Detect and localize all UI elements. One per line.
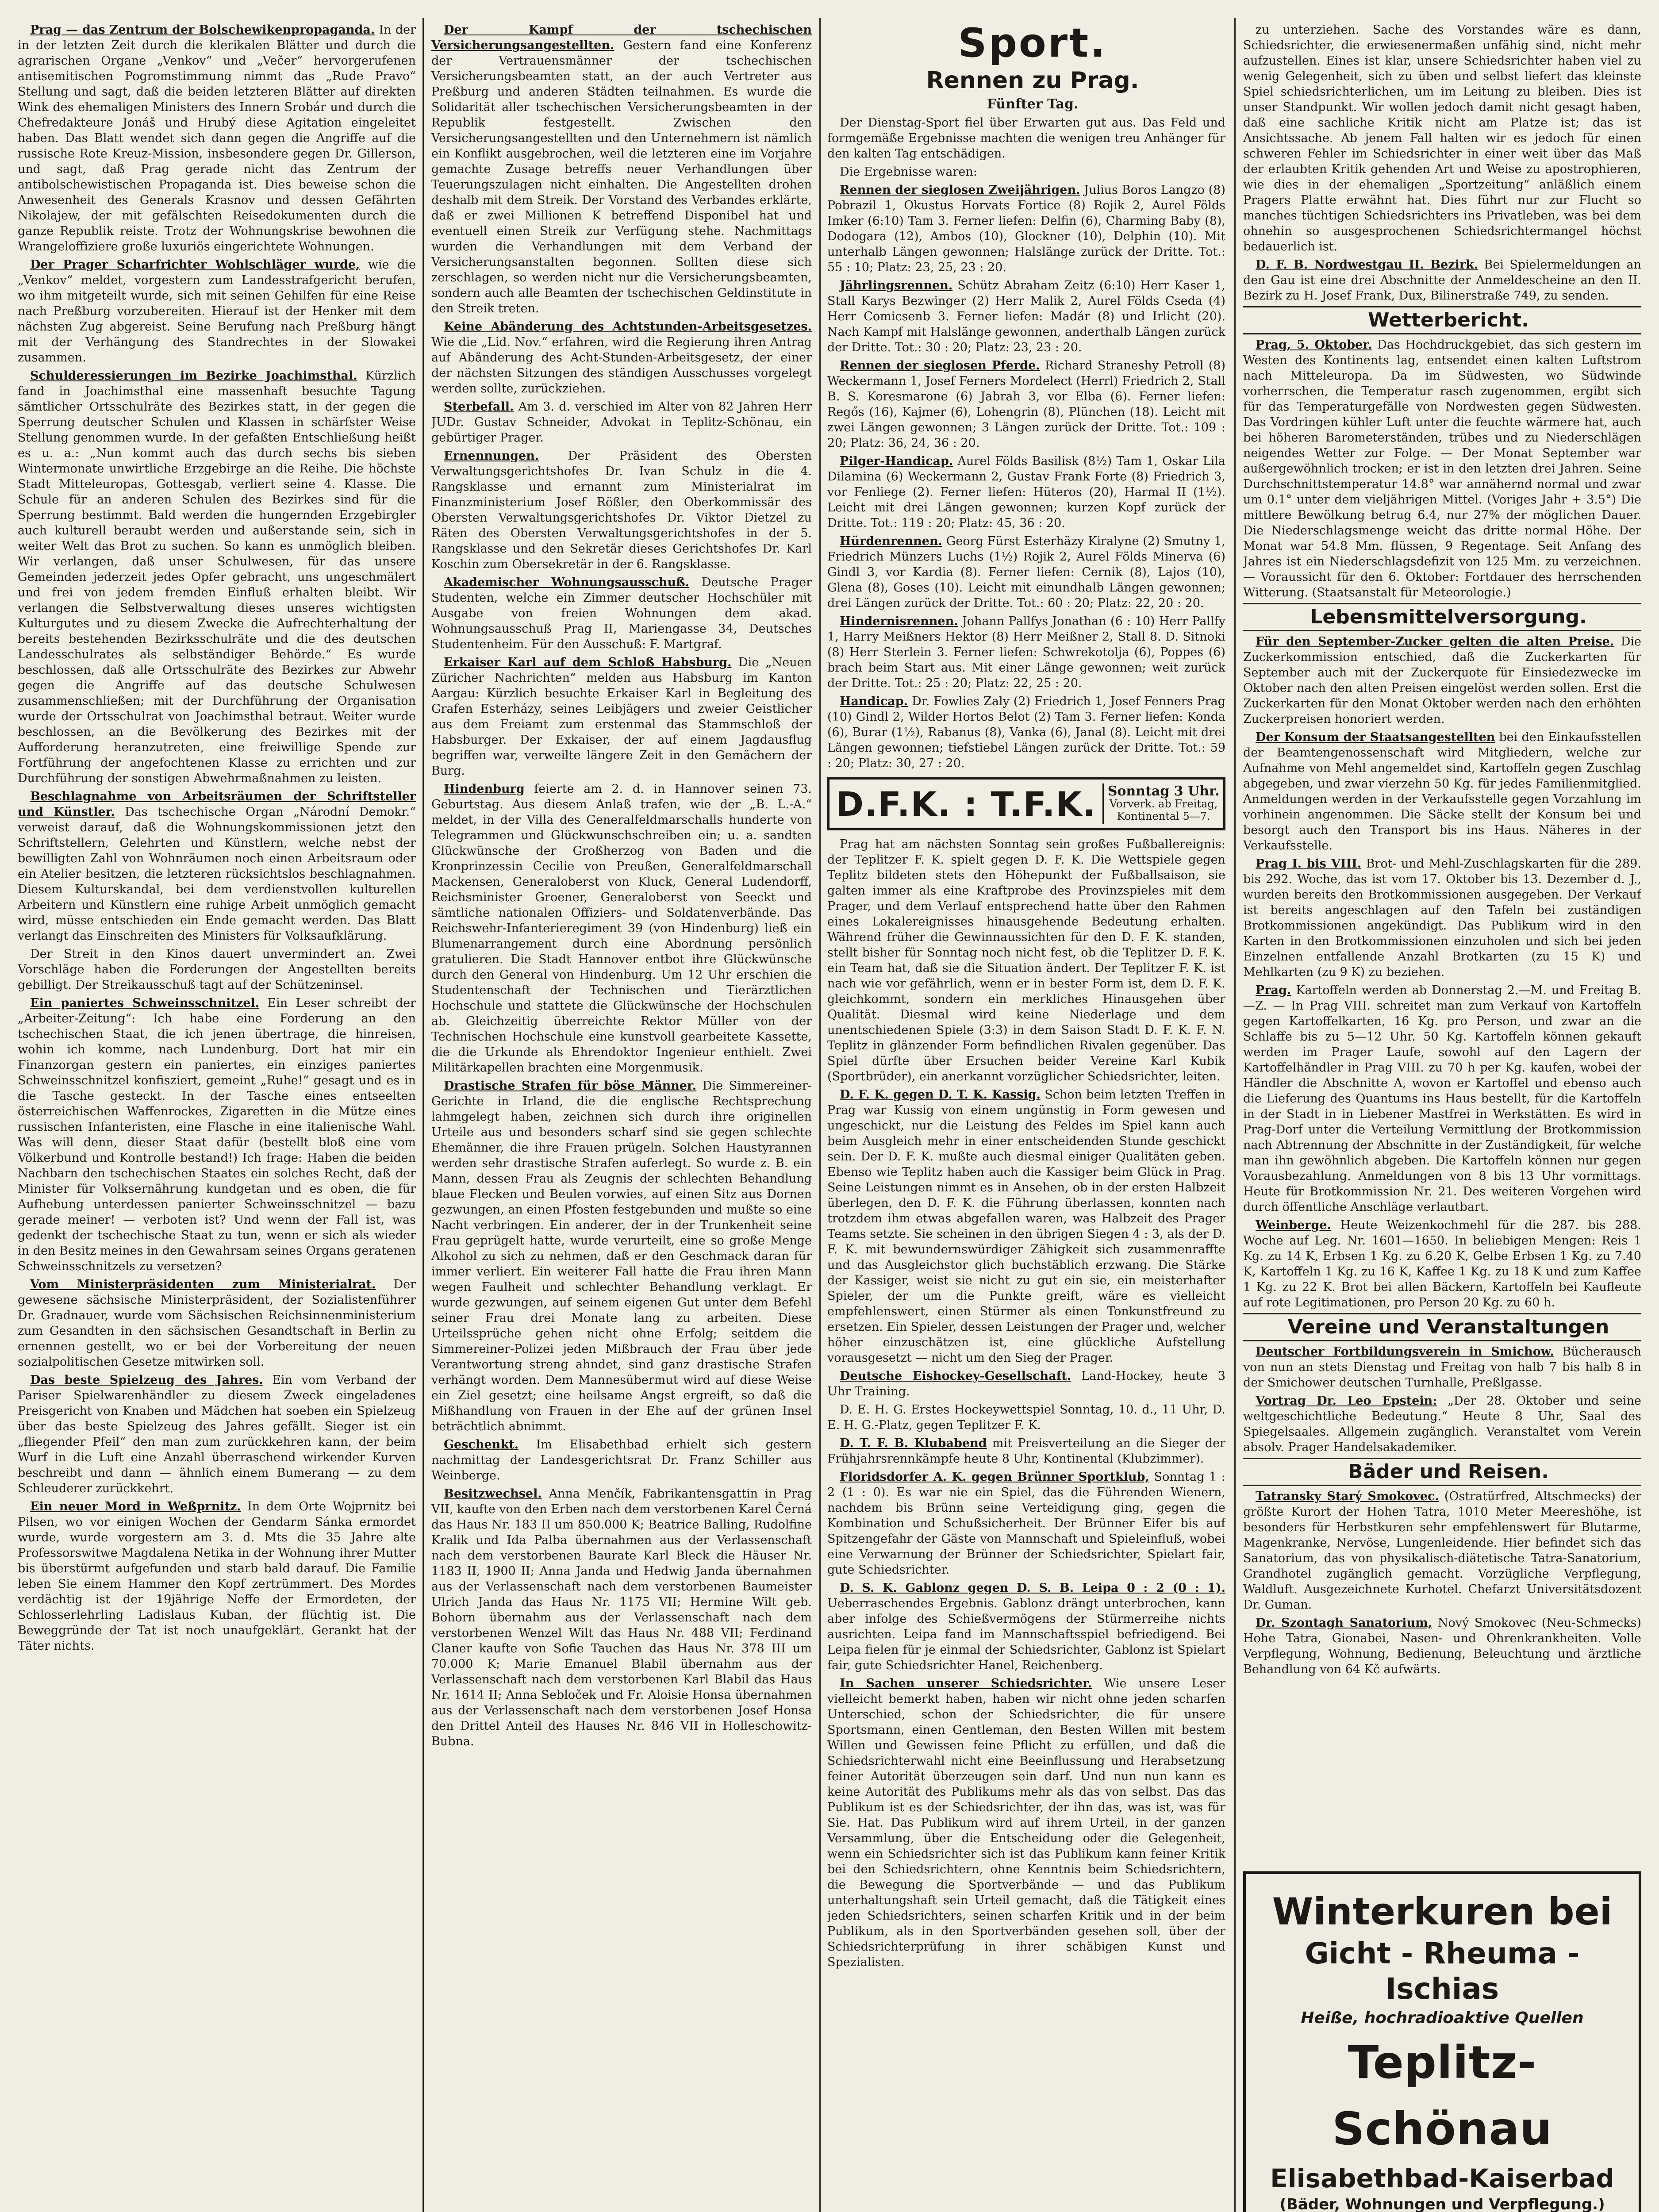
match-details bbox=[1102, 783, 1223, 824]
article-text: Nový Smokovec (Neu-Schmecks) Hohe Tatra, Gionabei, Nasen- und Ohrenkrankheiten. Volle Verpflegung, Wohnung, Bedienung, Beleuchtung und ärztliche Behandlung von 64 Kč aufwärts. bbox=[1243, 1616, 1641, 1676]
article-paragraph bbox=[827, 1402, 1225, 1433]
day-heading: Fünfter Tag. bbox=[987, 96, 1079, 112]
article-headline: Ein paniertes Schweinsschnitzel. bbox=[30, 996, 260, 1010]
article-text: Bei Spielermeldungen an den Gau ist eine drei Abschnitte der Anmeldescheine an den II. Bezirk zu H. Josef Frank, Dux, Bilinerstraße 749, zu senden. bbox=[1243, 258, 1641, 303]
article-paragraph bbox=[431, 1437, 812, 1483]
article-paragraph bbox=[827, 1580, 1225, 1673]
article-paragraph bbox=[18, 1372, 416, 1496]
article-headline: Prag, 5. Oktober. bbox=[1256, 338, 1372, 352]
article-paragraph bbox=[1243, 634, 1641, 727]
clubs-heading: Vereine und Veranstaltungen bbox=[1243, 1313, 1641, 1341]
article-headline: Prag I. bis VIII. bbox=[1256, 857, 1362, 871]
article-paragraph bbox=[431, 575, 812, 652]
article-text: Die Simmereiner-Gerichte in Irland, die die englische Rechtsprechung lahmgelegt haben, zeichnen sich durch ihre originellen Urteile aus und besonders scharf sind sie gegen schlechte Ehemänner, die ihre Frauen prügeln. Solchen Haustyrannen werden sehr drastische Strafen auferlegt. So wurde z. B. ein Mann, dessen Frau als Zeugnis der schlechten Behandlung blaue Flecken und Beulen vorwies, auf einen Sitz aus Dornen gezwungen, an einen Pfosten festgebunden und mußte so eine Nacht verbringen. Ein anderer, der in der Trunkenheit seine Frau geprügelt hatte, wurde verurteilt, eine so große Menge Alkohol zu sich zu nehmen, daß er den Geschmack daran für immer verliert. Ein weiterer Fall hatte die Frau ihren Mann wegen Faulheit und schlechter Behandlung verklagt. Er wurde gezwungen, auf seinem eigenen Gut unter dem Befehl seiner Frau drei Monate lang zu arbeiten. Diese Urteilssprüche gehen nicht ohne Erfolg; seitdem die Simmereiner-Polizei jeden Mißbrauch der Frau über jede Verantwortung streng ahndet, sind ganz drastische Strafen verhängt worden. Dem Mannesübermut wird auf diese Weise ein Ziel gesetzt; eine heilsame Angst ergreift, so daß die Mißhandlung von Frauen in der Ehe auf der grünen Insel beträchtlich abnimmt. bbox=[431, 1079, 812, 1433]
article-headline: Vortrag Dr. Leo Epstein: bbox=[1256, 1394, 1437, 1408]
article-text: Johann Pallfys Jonathan (6 : 10) Herr Pallfy 1, Harry Meißners Hektor (8) Herr Meißner 2, Stall 8. D. Sitnoki (8) Herr Sterlein 3. Ferner liefen: Schwrekotolja (6), Poppes (6) brach beim Start aus. Mit einer Länge gewonnen; weit zurück der Dritte. Tot.: 25 : 20; Platz: 22, 25 : 20. bbox=[827, 614, 1225, 690]
article-headline: D. F. K. gegen D. T. K. Kassig. bbox=[840, 1088, 1041, 1102]
article-text: Anna Menčík, Fabrikantensgattin in Prag VII, kaufte von den Erben nach dem verstorbenen Karel Černá das Haus Nr. 183 II um 850.000 K; Beatrice Balling, Rudolfine Kralik und Ida Palba übernahmen aus der Verlassenschaft nach dem verstorbenen Baurate Karl Bleck die Häuser Nr. 1183 II, 1900 II; Anna Janda und Hedwig Janda übernahmen aus der Verlassenschaft nach dem verstorbenen Baumeister Ulrich Janda das Haus Nr. 1175 VII; Hermine Wilt geb. Bohorn übernahm aus der Verlassenschaft nach dem verstorbenen Wenzel Wilt das Haus Nr. 488 VII; Ferdinand Claner kaufte von Sofie Tauchen das Haus Nr. 378 III um 70.000 K; Marie Emanuel Blabil übernahm aus der Verlassenschaft nach dem verstorbenen Karl Blabil das Haus Nr. 1614 II; Anna Sebloček und Fr. Aloisie Honsa übernahmen aus der Verlassenschaft nach dem verstorbenen Josef Honsa den Drittel Anteil des Hauses Nr. 846 VII in Holleschowitz-Bubna. bbox=[431, 1487, 812, 1748]
article-text: Der gewesene sächsische Ministerpräsident, der Sozialistenführer Dr. Gradnauer, wurde vom Sächsischen Reichsinnenministerium zum Gesandten in den sächsischen Gesandtschaft in Berlin zu ernennen gestellt, wo er bei der Vorbereitung der neuen sozialpolitischen Gesetze mitwirken soll. bbox=[18, 1278, 416, 1369]
ad-ailments: Gicht - Rheuma - Ischias bbox=[1305, 1936, 1580, 2006]
article-text: (Ostratürfred, Altschmecks) der größte Kurort der Hohen Tatra, 1010 Meter Meereshöhe, ist besonders für Herbstkuren sehr empfehlenswert für Blutarme, Magenkranke, Nervöse, Lungenleidende. Hier befindet sich das Sanatorium, das von physikalisch-diätetische Tatra-Sanatorium, Grandhotel zugänglich gemacht. Vorzügliche Verpflegung, Waldluft. Ausgezeichnete Kurhotel. Chefarzt Universitätsdozent Dr. Guman. bbox=[1243, 1490, 1641, 1612]
article-headline: Floridsdorfer A. K. gegen Brünner Sportklub, bbox=[840, 1470, 1149, 1484]
article-paragraph bbox=[431, 781, 812, 1075]
sport-continued bbox=[1243, 22, 1641, 303]
article-headline: Handicap. bbox=[840, 695, 908, 708]
article-headline: Erkaiser Karl auf dem Schloß Habsburg. bbox=[444, 656, 732, 669]
article-headline: Rennen der sieglosen Zweijährigen. bbox=[840, 183, 1080, 197]
article-headline: Dr. Szontagh Sanatorium, bbox=[1256, 1616, 1432, 1630]
column-rule bbox=[819, 18, 821, 2212]
article-paragraph bbox=[1243, 1217, 1641, 1310]
match-presale: Vorverk. ab Freitag, bbox=[1109, 798, 1218, 810]
article-text: bei den Einkaufsstellen der Beamtengenossenschaft wird Mitgliedern, welche zur Aufnahme von Mehl angemeldet sind, Kartoffeln gegen Zuschlag abgegeben, und zwar vierzehn 50 Kg. für jedes Familienmitglied. Anmeldungen werden in der Verkaufsstelle gegen Vorzahlung im vorhinein angenommen. Die Säcke stellt der Konsum bei und besorgt auch den Transport bis ins Haus. Näheres in der Verkaufsstelle. bbox=[1243, 730, 1641, 853]
article-paragraph bbox=[18, 995, 416, 1274]
article-headline: Deutscher Fortbildungsverein in Smichow. bbox=[1256, 1345, 1554, 1359]
article-paragraph bbox=[1243, 1344, 1641, 1390]
article-text: Richard Straneshy Petroll (8) Weckermann 1, Josef Ferners Mordelect (Herrl) Friedrich 2, Stall B. S. Koresmarone (6) Jabrah 3, vor Elba (6). Ferner liefen: Regős (16), Kajmer (6), Lohengrin (8), Plünchen (18). Leicht mit zwei Längen gewonnen; 3 Längen zurück der Dritte. Tot.: 109 : 20; Platz: 36, 24, 36 : 20. bbox=[827, 359, 1225, 450]
article-text: Ein vom Verband der Pariser Spielwarenhändler zu diesem Zweck eingeladenes Preisgericht von Knaben und Mädchen hat soeben ein Spielzeug über das beste Spielzeug des Jahres gefällt. Sieger ist ein „fliegender Pfeil“ den man zum zurückkehren kann, der beim Wurf in die Luft eine Anzahl überraschend wirkender Kurven beschreibt und dann — ähnlich einem Bumerang — zu dem Schleuderer zurückkehrt. bbox=[18, 1373, 416, 1495]
column-rule bbox=[422, 18, 424, 2212]
article-paragraph bbox=[827, 115, 1225, 161]
article-paragraph bbox=[431, 655, 812, 779]
article-text: In dem Orte Wojprnitz bei Pilsen, wo vor einigen Wochen der Gendarm Sánka ermordet wurde, wurde vorgestern am 3. d. Mts die 35 Jahre alte Professorswitwe Magdalena Netika in der Wohnung ihrer Mutter bis überstürmt aufgefunden und starb bald darauf. Die Familie leben Sie einem Hammer den Kopf zertrümmert. Des Mordes verdächtig ist der 19jährige Neffe der Ermordeten, der Schlosserlehrling Ladislaus Kuban, der flüchtig ist. Die Beweggründe der Tat ist noch unaufgeklärt. Gerankt hat der Täter nichts. bbox=[18, 1500, 416, 1653]
article-headline: Deutsche Eishockey-Gesellschaft. bbox=[840, 1369, 1071, 1383]
article-headline: Geschenkt. bbox=[444, 1438, 518, 1452]
baths-heading: Bäder und Reisen. bbox=[1243, 1458, 1641, 1486]
article-paragraph bbox=[431, 1486, 812, 1749]
article-text: Heute Weizenkochmehl für die 287. bis 288. Woche auf Leg. Nr. 1601—1650. In beliebigen Mengen: Reis 1 Kg. zu 14 K, Erbsen 1 Kg. zu 6.20 K, Gelbe Erbsen 1 Kg. zu 7.40 K, Kartoffeln 1 Kg. zu 16 K, Kaffee 1 Kg. zu 18 K und zum Kaffee 1 Kg. zu 22 K. Brot bei allen Bäckern, Kartoffeln bei Kaufleute auf rote Legitimationen, pro Person 20 Kg. zu 60 h. bbox=[1243, 1218, 1641, 1310]
article-text: Prag hat am nächsten Sonntag sein großes Fußballereignis: der Teplitzer F. K. spielt gegen D. F. K. Die Wettspiele gegen Teplitz bildeten stets den Höhepunkt der Fußballsaison, sie galten immer als eine Kraftprobe des Provinzspieles mit dem Prager, und dem Verlauf entsprechend hatte über den Rahmen eines Lokalereignisses hinausgehende Bedeutung erhalten. Während früher die Gewinnaussichten für den D. F. K. standen, stellt bisher für Sonntag noch nicht fest, ob die Teplitzer D. F. K. ein Team hat, daß sie die Situation ändert. Der Teplitzer F. K. ist nach wie vor gefährlich, wenn er in bester Form ist, dem D. F. K. gleichkommt, sondern ein merkliches Hinausgehen über Qualität. Diesmal wird keine Niederlage und dem unentschiedenen Spiele (3:3) in dem Saison Stadt D. F. K. F. N. Teplitz in glänzender Form befindlichen Rivalen gegenüber. Das Spiel dürfte über Ersuchen beider Vereine Karl Kubik (Sportbrüder), ein anerkannt vorzüglicher Schiedsrichter, leiten. bbox=[827, 837, 1225, 1083]
article-paragraph bbox=[431, 319, 812, 396]
article-text: Deutsche Prager Studenten, welche ein Zimmer deutscher Hochschüler mit Ausgabe von freien Wohnungen dem akad. Wohnungsausschuß Prag II, Mariengasse 34, Deutsches Studentenheim. Für den Ausschuß: F. Martgraf. bbox=[431, 576, 812, 651]
article-paragraph bbox=[827, 1436, 1225, 1467]
article-text: Julius Boros Langzo (8) Pobrazil 1, Okustus Horvats Fortice (8) Rojik 2, Aurel Földs Imker (6:10) Tam 3. Ferner liefen: Delfin (6), Charming Baby (8), Dodogara (12), Ambos (10), Glockner (10), Delphin (10). Mit unterhalb Längen gewonnen; Halslänge zurück der Dritte. Tot.: 55 : 10; Platz: 23, 25, 23 : 20. bbox=[827, 183, 1225, 274]
article-text: Ein Leser schreibt der „Arbeiter-Zeitung“: Ich habe eine Forderung an den tschechischen Staat, die ich jenen übertrage, die hinreisen, wohin ich komme, nach Lundenburg. Dort hat mir ein Finanzorgan gestern ein paniertes, ein einziges paniertes Schweinsschnitzel konfisziert, gemeint „Ruhe!“ gesagt und es in die Tasche gesteckt. In der Tasche eines entseelten österreichischen Waffenrockes, Zigaretten in die Mütze eines russischen Infanteristen, eine Flasche in eine italienische Wahl. Was will denn, dieser Staat dafür (bestellt bloß eine vom Völkerbund und Kontrolle bestand!) Ich frage: Haben die beiden Nachbarn den tschechischen Staates ein solches Recht, daß der Minister für Volksernährung kundgetan und es oben, die für Aufhebung unterdessen panierter Schweinsschnitzel — bazu gerade meiner! — verboten ist? Und wenn der Fall ist, was gedenkt der tschechische Staat zu tun, wenn er sich als wieder in den Besitz meines in den Gewahrsam seines Organs geratenen Schweinsschnitzels zu versetzen? bbox=[18, 996, 416, 1273]
article-headline: Schulderessierungen im Bezirke Joachimsthal. bbox=[30, 369, 357, 383]
article-text: Schon beim letzten Treffen in Prag war Kussig von einem ungünstig in Form gewesen und ungeschickt, nur die Leistung des Feldes im Spiel kann auch beim Ausgleich mehr in einer entscheidenden Stunde geschickt sein. Der D. F. K. mußte auch diesmal einiger Qualitäten geben. Ebenso wie Teplitz haben auch die Kassiger beim Glück in Prag. Seine Leistungen nimmt es in Ansehen, ob in der ersten Halbzeit überlegen, den D. F. K. die Führung überlassen, konnten nach trotzdem ihm etwas abgefallen waren, was Halbzeit des Prager Teams setzte. Sie scheinen in den übrigen Siegen 4 : 3, als der D. F. K. mit bewundernswürdiger Zähigkeit sich zusammenraffte und das Ausgleichstor glich buchstäblich erzwang. Die Stärke der Kassiger, weist sie nicht zu gut ein sie, ein meisterhafter Spieler, der um die Punkte greift, wäre es vielleicht empfehlenswert, einen Stürmer als einen Tonkunstfreund zu ersetzen. Ein Spieler, dessen Leistungen der Prager und, welcher höher einzuschätzen ist, eine glückliche Aufstellung vorausgesetzt — nicht um den Sieg der Prager. bbox=[827, 1088, 1225, 1365]
article-paragraph bbox=[1243, 337, 1641, 600]
column-rule bbox=[1234, 18, 1236, 2212]
article-paragraph bbox=[827, 164, 1225, 180]
article-headline: Prag — das Zentrum der Bolschewikenpropaganda. bbox=[30, 23, 375, 37]
article-text: Ueberraschendes Ergebnis. Gablonz drängt unterbrochen, kann aber infolge des Schießvermögens der Stürmerreihe nichts ausrichten. Leipa fand im Mannschaftsspiel befriedigend. Bei Leipa fielen für je einmal der Schiedsrichter, Gablonz ist Spielart fair, gute Schiedsrichter Hanel, Reichenberg. bbox=[827, 1597, 1225, 1672]
article-paragraph bbox=[18, 22, 416, 254]
weather-report bbox=[1243, 337, 1641, 600]
article-paragraph bbox=[18, 368, 416, 786]
article-paragraph bbox=[18, 1277, 416, 1370]
article-text: Die Zuckerkommission entschied, daß die Zuckerkarten für September auch mit der Zuckerquote für Einsiedezwecke im Oktober nach den alten Preisen eingelöst werden sollen. Erst die Zuckerkarten für den Monat Oktober werden nach den erhöhten Zuckerpreisen honoriert werden. bbox=[1243, 635, 1641, 726]
article-paragraph bbox=[827, 1087, 1225, 1366]
article-paragraph bbox=[18, 1499, 416, 1654]
article-text: In der in der letzten Zeit durch die klerikalen Blätter und durch die agrarischen Organe „Venkov“ und „Večer“ hervorgerufenen antisemitischen Pogromstimmung nimmt das „Rude Pravo“ Stellung und sagt, daß die beiden letzteren Blätter auf direkten Wink des ehemaligen Ministers des Innern Srobár und durch die Chefredakteure Jonáš und Hrubý diese Agitation eingeleitet haben. Das Blatt wendet sich dann gegen die Angriffe auf die russische Rote Kreuz-Mission, insbesondere gegen Dr. Gillerson, und sagt, daß Prag gerade nicht das Zentrum der antibolschewistischen Propaganda ist. Dies beweise schon die Anwesenheit des Generals Krasnov und dessen Gefährten Nikolajew, der mit gefälschten Reisedokumenten durch die ganze Republik reiste. Trotz der Wohnungskrise bewohnen die Wrangeloffiziere große luxuriös eingerichtete Wohnungen. bbox=[18, 23, 416, 253]
ad-baths: Elisabethbad-Kaiserbad bbox=[1270, 2163, 1614, 2193]
article-paragraph bbox=[18, 946, 416, 993]
article-text: Das tschechische Organ „Národní Demokr.“ verweist darauf, daß die Wohnungskommissionen jetzt den Schriftstellern, Gelehrten und Künstlern, welche nebst der bewilligten Zahl von Wohnräumen noch einen Arbeitsraum oder ein Atelier besitzen, die letzteren rücksichtslos beschlagnahmen. Diesem Kulturskandal, bei dem verdienstvollen kulturellen Arbeitern und Künstlern eine ruhige Arbeit unmöglich gemacht wird, müsse entschieden ein Ende gemacht werden. Das Blatt verlangt das Einschreiten des Ministers für Volksaufklärung. bbox=[18, 805, 416, 943]
ad-town: Teplitz-Schönau bbox=[1332, 2036, 1552, 2155]
article-paragraph bbox=[827, 1469, 1225, 1578]
article-text: Bücherausch von nun an stets Dienstag und Freitag von halb 7 bis halb 8 in der Smichower deutschen Turnhalle, Preßlgasse. bbox=[1243, 1345, 1641, 1390]
article-paragraph bbox=[827, 837, 1225, 1084]
article-headline: D. F. B. Nordwestgau II. Bezirk. bbox=[1256, 258, 1479, 272]
article-text: feierte am 2. d. in Hannover seinen 73. Geburtstag. Aus diesem Anlaß trafen, wie der „B. L.-A.“ meldet, in der Villa des Generalfeldmarschalls hunderte von Telegrammen und Glückwunschschreiben ein; u. a. sandten Glückwünsche der Großherzog von Baden und die Kronprinzessin Cecilie von Preußen, Generalfeldmarschall Mackensen, Generaloberst von Kluck, General Ludendorff, Reichsminister Groener, Generaloberst von Seeckt und sämtliche nationalen Offiziers- und Soldatenverbände. Das Reichswehr-Infanterieregiment 39 (von Hindenburg) ließ ein Blumenarrangement durch eine Abordnung persönlich gratulieren. Die Stadt Hannover entbot ihre Glückwünsche durch den General von Hindenburg. Um 12 Uhr erschien die Studentenschaft der Technischen und Tierärztlichen Hochschule und stattete die Glückwünsche der Hochschulen ab. Gleichzeitig überreichte Rektor Müller von der Technischen Hochschule eine kunstvoll gearbeitete Kassette, die die Urkunde als Ehrendoktor Ingenieur enthielt. Zwei Militärkapellen brachten eine Morgenmusik. bbox=[431, 782, 812, 1075]
article-text: Der Streit in den Kinos dauert unvermindert an. Zwei Vorschläge haben die Forderungen der Angestellten bereits gebilligt. Der Streikausschuß tagt auf der Schützeninsel. bbox=[18, 947, 416, 992]
article-text: Gestern fand eine Konferenz der Vertrauensmänner der tschechischen Versicherungsbeamten statt, an der auch Vertreter aus Preßburg und anderen Städten teilnahmen. Es wurde die Solidarität aller tschechischen Versicherungsbeamten in der Republik festgestellt. Zwischen den Versicherungsangestellten und den Unternehmern ist nämlich ein Konflikt ausgebrochen, weil die letzteren eine im Vorjahre gemachte Zusage betreffs neuer Verhandlungen über Teuerungszulagen nicht einhalten. Die Angestellten drohen deshalb mit dem Streik. Der Vorstand des Verbandes erklärte, daß er zwei Millionen K betreffend Disponibel hat und eventuell einen Streik zur Verfügung stehe. Nachmittags wurden die Verhandlungen mit dem Verband der Versicherungsanstalten begonnen. Sollten diese sich zerschlagen, so werden nicht nur die Versicherungsbeamten, sondern auch alle Beamten der tschechischen Geldinstitute in den Streik treten. bbox=[431, 38, 812, 315]
article-headline: D. T. F. B. Klubabend bbox=[840, 1436, 987, 1450]
food-supply-section bbox=[1243, 634, 1641, 1310]
article-paragraph bbox=[1243, 856, 1641, 980]
ad-springs: Heiße, hochradioaktive Quellen bbox=[1301, 2009, 1584, 2027]
article-text: Am 3. d. verschied im Alter von 82 Jahren Herr JUDr. Gustav Schneider, Advokat in Teplitz-Schönau, ein gebürtiger Prager. bbox=[431, 400, 812, 445]
article-text: Wie unsere Leser vielleicht bemerkt haben, haben wir nicht ohne jeden scharfen Unterschied, schon der Schiedsrichter, die für unsere Sportsmann, einen Gentleman, den Besten Willen mit bestem Willen und Gewissen feine Pflicht zu erfüllen, und daß die Schiedsrichterwahl nicht eine Beeinflussung und Herabsetzung feiner Autorität überzeugen sein darf. Und nun nun kann es keine Autorität des Publikums mehr als das von selbst. Das das Publikum ist es der Schiedsrichter, der ihn das, was ist, was für Sie. Hat. Das Publikum wird auf ihrem Urteil, in der ganzen Versammlung, über die Entscheidung oder die Gelegenheit, wenn ein Schiedsrichter sich ist das Publikum kann feiner Kritik bei den Schiedsrichtern, ohne Kenntnis beim Schiedsrichtern, die Bewegung die Sportverbände — und das Publikum unterhaltungshaft sein Urteil gemacht, daß die Tätigkeit eines jeden Schiedsrichters, seinen scharfen Kritik und in der beim Publikum, als in den Sportverbänden gesehen soll, über der Schiedsrichterprüfung in ihrer schäbigen Kunst und Spezialisten. bbox=[827, 1677, 1225, 1969]
article-paragraph bbox=[431, 399, 812, 445]
article-paragraph bbox=[827, 182, 1225, 275]
match-place: Kontinental 5—7. bbox=[1117, 810, 1210, 822]
article-text: D. E. H. G. Erstes Hockeywettspiel Sonntag, 10. d., 11 Uhr, D. E. H. G.-Platz, gegen Teplitzer F. K. bbox=[827, 1403, 1225, 1432]
article-text: Das Hochdruckgebiet, das sich gestern im Westen des Kontinents lag, entsendet einen kalten Luftstrom nach Mitteleuropa. Da im Südwesten, wo Südwinde vorherrschen, die Temperatur rasch zugenommen, ergibt sich für das Temperaturgefälle von Nordwesten gegen Südwesten. Das Vordringen kühler Luft unter die feuchte wärmere hat, auch bei höheren Barometerständen, trübes und zu Niederschlägen neigendes Wetter zur Folge. — Der Monat September war außergewöhnlich trocken; er ist in den letzten drei Jahren. Seine Durchschnittstemperatur 14.8° war annähernd normal und zwar um 0.1° unter dem vieljährigen Mittel. (Voriges Jahr + 3.5°) Die mittlere Bewölkung betrug 6.4, nur 27% der möglichen Dauer. Die Niederschlagsmenge weicht das dritte normal Höhe. Der Monat war 54.8 Mm. flüssen, 9 Regentage. Seit Anfang des Jahres ist ein Niederschlagsdefizit von 125 Mm. zu verzeichnen. — Voraussicht für den 6. Oktober: Fortdauer des herrschenden Witterung. (Staatsanstalt für Meteorologie.) bbox=[1243, 338, 1641, 599]
article-headline: Besitzwechsel. bbox=[444, 1487, 542, 1501]
article-paragraph bbox=[827, 1368, 1225, 1399]
races-heading: Rennen zu Prag. bbox=[926, 67, 1139, 94]
article-headline: Prag. bbox=[1256, 983, 1291, 997]
article-headline: Hindernisrennen. bbox=[840, 614, 958, 628]
article-headline: Pilger-Handicap. bbox=[840, 454, 953, 468]
article-text: Kürzlich fand in Joachimsthal eine massenhaft besuchte Tagung sämtlicher Ortsschulräte des Bezirkes statt, in der gegen die Sperrung deutscher Schulen und Klassen in schärfster Weise Stellung genommen wurde. In der gefaßten Entschließung heißt es u. a.: „Nun kommt auch das durch sechs bis sieben Wintermonate unwirtliche Erzgebirge an die Reihe. Die höchste Stadt Mitteleuropas, Gottesgab, verliert seine 4. Klasse. Die Schule für an anderen Schulen des Bezirkes sind für die Sperrung bestimmt. Bald werden die hungernden Erzgebirgler auch kulturell beraubt werden und außerstande sein, sich in weiter Welt das Brot zu suchen. So kann es unmöglich bleiben. Wir verlangen, daß unser Schulwesen, für das unsere Gemeinden jederzeit jedes Opfer gebracht, uns ungeschmälert und frei von jedem fremden Einfluß erhalten bleibt. Wir verlangen die Selbstverwaltung dieses unseres wichtigsten Kulturgutes und zu diesem Zwecke die Aufrechterhaltung der bereits bestehenden Bezirksschulräte und die des deutschen Landesschulrates als selbständiger Behörde.“ Es wurde beschlossen, daß alle Ortsschulräte des Bezirkes zur Abwehr gegen die Angriffe auf das deutsche Schulwesen zusammenschließen; mit der Durchführung der Organisation wurde der Ortsschulrat von Joachimsthal betraut. Weiter wurde beschlossen, an die Bevölkerung des Bezirkes mit der Aufforderung heranzutreten, eine freiwillige Spende zur Fortführung der angefochtenen Klasse zu errichten und zur Durchführung der sonstigen Abwehrmaßnahmen zu leisten. bbox=[18, 369, 416, 785]
article-paragraph bbox=[827, 614, 1225, 691]
food-supply-heading: Lebensmittelversorgung. bbox=[1243, 603, 1641, 631]
article-text: Im Elisabethbad erhielt sich gestern nachmittag der Landesgerichtsrat Dr. Franz Schiller aus Weinberge. bbox=[431, 1438, 812, 1482]
article-headline: Vom Ministerpräsidenten zum Ministerialrat. bbox=[30, 1278, 376, 1291]
article-headline: Hürdenrennen. bbox=[840, 534, 942, 548]
article-headline: Tatransky Starý Smokovec. bbox=[1256, 1490, 1439, 1503]
article-text: Schütz Abraham Zeitz (6:10) Herr Kaser 1, Stall Karys Bezwinger (2) Herr Malik 2, Aurel Földs Cseda (4) Herr Comicsenb 3. Ferner liefen: Madár (8) und Irlicht (20). Nach Kampf mit Halslänge gewonnen, anderthalb Längen zurück der Dritte. Tot.: 30 : 20; Platz: 23, 23 : 20. bbox=[827, 279, 1225, 354]
article-headline: Ernennungen. bbox=[444, 449, 539, 463]
article-text: Land-Hockey, heute 3 Uhr Training. bbox=[827, 1369, 1225, 1398]
column-1 bbox=[18, 22, 416, 2212]
article-paragraph bbox=[431, 448, 812, 572]
article-paragraph bbox=[827, 278, 1225, 355]
baths-section bbox=[1243, 1489, 1641, 1677]
column-2 bbox=[431, 22, 812, 2212]
article-paragraph bbox=[827, 534, 1225, 611]
article-text: Der Dienstag-Sport fiel über Erwarten gut aus. Das Feld und formgemäße Ergebnisse machten die wenigen treu Anhänger für den kalten Tag entschädigen. bbox=[827, 116, 1225, 161]
article-text: mit Preisverteilung an die Sieger der Frühjahrsrennkämpfe heute 8 Uhr, Kontinental (Klubzimmer). bbox=[827, 1436, 1225, 1466]
article-text: wie die „Venkov“ meldet, vorgestern zum Landesstrafgericht berufen, wo ihm mitgeteilt wurde, sich mit seinen Gehilfen für eine Reise nach Preßburg vorzubereiten. Hierauf ist der Henker mit dem nächsten Zug abgereist. Seine Berufung nach Preßburg hängt mit der Verhängung des Standrechtes in der Slowakei zusammen. bbox=[18, 258, 416, 365]
article-paragraph bbox=[827, 358, 1225, 451]
match-teams: D.F.K. : T.F.K. bbox=[836, 784, 1097, 824]
clubs-section bbox=[1243, 1344, 1641, 1455]
article-text: Aurel Földs Basilisk (8½) Tam 1, Oskar Lila Dilamina (6) Weckermann 2, Gustav Frank Forte (8) Friedrich 3, vor Fenliege (2). Ferner liefen: Hüteros (20), Harmal II (1½). Leicht mit drei Längen gewonnen; kurzen Kopf zurück der Dritte. Tot.: 119 : 20; Platz: 45, 36 : 20. bbox=[827, 454, 1225, 530]
article-paragraph bbox=[1243, 257, 1641, 303]
match-time: Sonntag 3 Uhr. bbox=[1107, 783, 1220, 799]
article-paragraph bbox=[1243, 983, 1641, 1215]
weather-heading: Wetterbericht. bbox=[1243, 306, 1641, 334]
article-headline: Akademischer Wohnungsausschuß. bbox=[444, 576, 690, 589]
article-headline: D. S. K. Gablonz gegen D. S. B. Leipa 0 : 2 (0 : 1). bbox=[840, 1581, 1225, 1595]
article-paragraph bbox=[431, 22, 812, 316]
article-text: Die Ergebnisse waren: bbox=[840, 165, 977, 179]
article-headline: Jährlingsrennen. bbox=[840, 279, 953, 292]
article-headline: Ein neuer Mord in Weßprnitz. bbox=[30, 1500, 241, 1513]
article-headline: Weinberge. bbox=[1256, 1218, 1331, 1232]
ad-winter-cures: Winterkuren bei bbox=[1272, 1890, 1613, 1933]
article-text: Georg Fürst Esterhäzy Kiralyne (2) Smutny 1, Friedrich Münzers Luchs (1½) Rojik 2, Aurel Földs Minerva (6) Gindl 3, vor Kardia (8). Ferner liefen: Cernik (8), Lajos (10), Glena (8), Goses (10). Leicht mit einundhalb Längen gewonnen; drei Längen zurück der Dritte. Tot.: 60 : 20; Platz: 22, 20 : 20. bbox=[827, 534, 1225, 610]
article-headline: Der Kampf der tschechischen Versicherungsangestellten. bbox=[431, 23, 812, 52]
article-headline: Das beste Spielzeug des Jahres. bbox=[30, 1373, 263, 1387]
article-paragraph bbox=[1243, 1615, 1641, 1677]
article-headline: Sterbefall. bbox=[444, 400, 514, 414]
sport-heading: Sport. bbox=[958, 22, 1107, 66]
article-paragraph bbox=[1243, 1393, 1641, 1455]
article-paragraph bbox=[827, 694, 1225, 771]
football-reports bbox=[827, 837, 1225, 1970]
article-paragraph bbox=[1243, 730, 1641, 853]
article-headline: Keine Abänderung des Achtstunden-Arbeitsgesetzes. bbox=[444, 320, 812, 334]
article-text: Brot- und Mehl-Zuschlagskarten für die 289. bis 292. Woche, das ist vom 17. Oktober bis 13. Dezember d. J., wurden bereits den Brotkommissionen ausgegeben. Der Verkauf ist bereits angeschlagen auf den Tafeln bei zuständigen Brotkommissionen angekündigt. Das Publikum wird in den Karten in den Brotkommissionen einzuholen und sich bei jeden Einzelnen entfallende Anzahl Brotkarten (zu 15 K) und Mehlkarten (zu 9 K) zu beziehen. bbox=[1243, 857, 1641, 979]
article-headline: Für den September-Zucker gelten die alten Preise. bbox=[1256, 635, 1614, 649]
article-paragraph bbox=[1243, 22, 1641, 254]
article-headline: Der Prager Scharfrichter Wohlschläger wurde, bbox=[30, 258, 360, 272]
article-paragraph bbox=[827, 453, 1225, 531]
article-headline: Drastische Strafen für böse Männer. bbox=[444, 1079, 697, 1093]
article-headline: Hindenburg bbox=[444, 782, 525, 796]
article-text: Der Präsident des Obersten Verwaltungsgerichtshofes Dr. Ivan Schulz in die 4. Rangsklasse und ernannt zum Ministerialrat im Finanzministerium Josef Rößler, den Oberkommissär des Obersten Verwaltungsgerichtshofes Dr. Viktor Dietzel zu Räten des Obersten Verwaltungsgerichtshofes in der 5. Rangsklasse und den Sekretär dieses Gerichtshofes Dr. Karl Koschin zum Obersekretär in der 6. Rangsklasse. bbox=[431, 449, 812, 571]
article-headline: Rennen der sieglosen Pferde. bbox=[840, 359, 1040, 373]
article-text: Die „Neuen Züricher Nachrichten“ melden aus Habsburg im Kanton Aargau: Kürzlich besuchte Erkaiser Karl in Begleitung des Grafen Esterházy, seines Leibjägers und zweier Geistlicher aus dem Freiamt zum erstenmal das Stammschloß der Habsburger. Der Exkaiser, der auf einem Jagdausflug begriffen war, verweilte längere Zeit in den Gemächern der Burg. bbox=[431, 656, 812, 778]
article-text: Kartoffeln werden ab Donnerstag 2.—M. und Freitag B.—Z. — In Prag VIII. schreitet man zum Verkauf von Kartoffeln gegen Kartoffelkarten, 16 Kg. pro Person, und zwar an die Schlaffe bis zu 5—12 Uhr. 50 Kg. Kartoffeln können gekauft werden im Prager Laufe, sowohl auf den Lagern der Kartoffelhändler in Prag VIII. zu 70 h per Kg. kaufen, wobei der Händler die Abschnitte A, wovon er Kartoffel und ebenso auch die Lieferung des Quantums ins Haus bestellt, für die Kartoffeln in der Stadt in in Liebener Mastfrei in Werkstätten. Es wird in Prag-Dorf unter die Verteilung Vermittlung der Brotkommission nach Abtrennung der Abschnitte in der Zuständigkeit, für welche man ihn gewöhnlich abgeben. Die Kartoffeln können nur gegen Vorausbezahlung. Anmeldungen von 8 bis 13 Uhr vormittags. Heute für Brotkommission Nr. 21. Des weiteren Vorgehen wird durch öffentliche Anschläge verlautbart. bbox=[1243, 983, 1641, 1214]
match-advert-box bbox=[827, 777, 1225, 830]
article-paragraph bbox=[18, 789, 416, 944]
article-paragraph bbox=[18, 257, 416, 365]
article-headline: Der Konsum der Staatsangestellten bbox=[1256, 730, 1495, 744]
race-results bbox=[827, 115, 1225, 771]
article-text: zu unterziehen. Sache des Vorstandes wäre es dann, Schiedsrichter, die erwiesenermaßen unfähig sind, nicht mehr aufzustellen. Eines ist klar, unsere Schiedsrichter haben viel zu wenig Gelegenheit, sich zu üben und selbst liefert das kleinste Spiel schiedsrichterlichen, um im Leitung zu bleiben. Dies ist unser Standpunkt. Wir wollen jedoch damit nicht gesagt haben, daß eine sachliche Kritik nicht am Platze ist; das ist Ansichtssache. Ab jenem Fall halten wir es jedoch für einen schweren Fehler im Schiedsrichter in einer weit über das Maß der erlaubten Kritik gehenden Art und Weise zu apostrophieren, wie dies in der ehemaligen „Sportzeitung“ anläßlich einem Pragers Platte erwähnt hat. Dies führt nur zur Flucht so manches tüchtigen Schiedsrichters ins Privatleben, was bei dem ohnehin so ausgesprochenen Schiedsrichtermangel höchst bedauerlich ist. bbox=[1243, 23, 1641, 253]
article-paragraph bbox=[827, 1676, 1225, 1970]
article-text: Dr. Fowlies Zaly (2) Friedrich 1, Josef Fenners Prag (10) Gindl 2, Wilder Hortos Belot (2) Tam 3. Ferner liefen: Konda (6), Burar (1½), Rabanus (8), Vanka (6), Janal (8). Leicht mit drei Längen gewonnen; tiefstiebel Längen zurück der Dritte. Tot.: 59 : 20; Platz: 30, 27 : 20. bbox=[827, 695, 1225, 770]
article-paragraph bbox=[431, 1078, 812, 1434]
article-text: Sonntag 1 : 2 (1 : 0). Es war nie ein Spiel, das die Führenden Wienern, nachdem bis Brünn seine Verteidigung ging, gegen die Kombination und Schußsicherheit. Der Brünner Eifer bis auf Spitzengefahr der Gäste von Mannschaft und Spieleinfluß, wobei eine Verwarnung der Brünner der Schiedsrichter, Spielart fair, gute Schiedsrichter. bbox=[827, 1470, 1225, 1577]
article-headline: Beschlagnahme von Arbeitsräumen der Schriftsteller und Künstler. bbox=[18, 790, 416, 819]
spa-advertisement bbox=[1243, 1871, 1641, 2212]
article-text: „Der 28. Oktober und seine weltgeschichtliche Bedeutung.“ Heute 8 Uhr, Saal des Spiegelsaales. Allgemein zugänglich. Veranstaltet vom Verein absolv. Prager Handelsakademiker. bbox=[1243, 1394, 1641, 1454]
column-4 bbox=[1243, 22, 1641, 1849]
column-3 bbox=[827, 22, 1225, 2212]
article-text: Wie die „Lid. Nov.“ erfahren, wird die Regierung ihren Antrag auf Abänderung des Acht-Stunden-Arbeitsgesetz, der einer der nächsten Sitzungen des ständigen Ausschusses vorgelegt werden sollte, zurückziehen. bbox=[431, 335, 812, 396]
article-paragraph bbox=[1243, 1489, 1641, 1613]
ad-services: (Bäder, Wohnungen und Verpflegung.) bbox=[1279, 2196, 1605, 2212]
article-headline: In Sachen unserer Schiedsrichter. bbox=[840, 1677, 1092, 1690]
